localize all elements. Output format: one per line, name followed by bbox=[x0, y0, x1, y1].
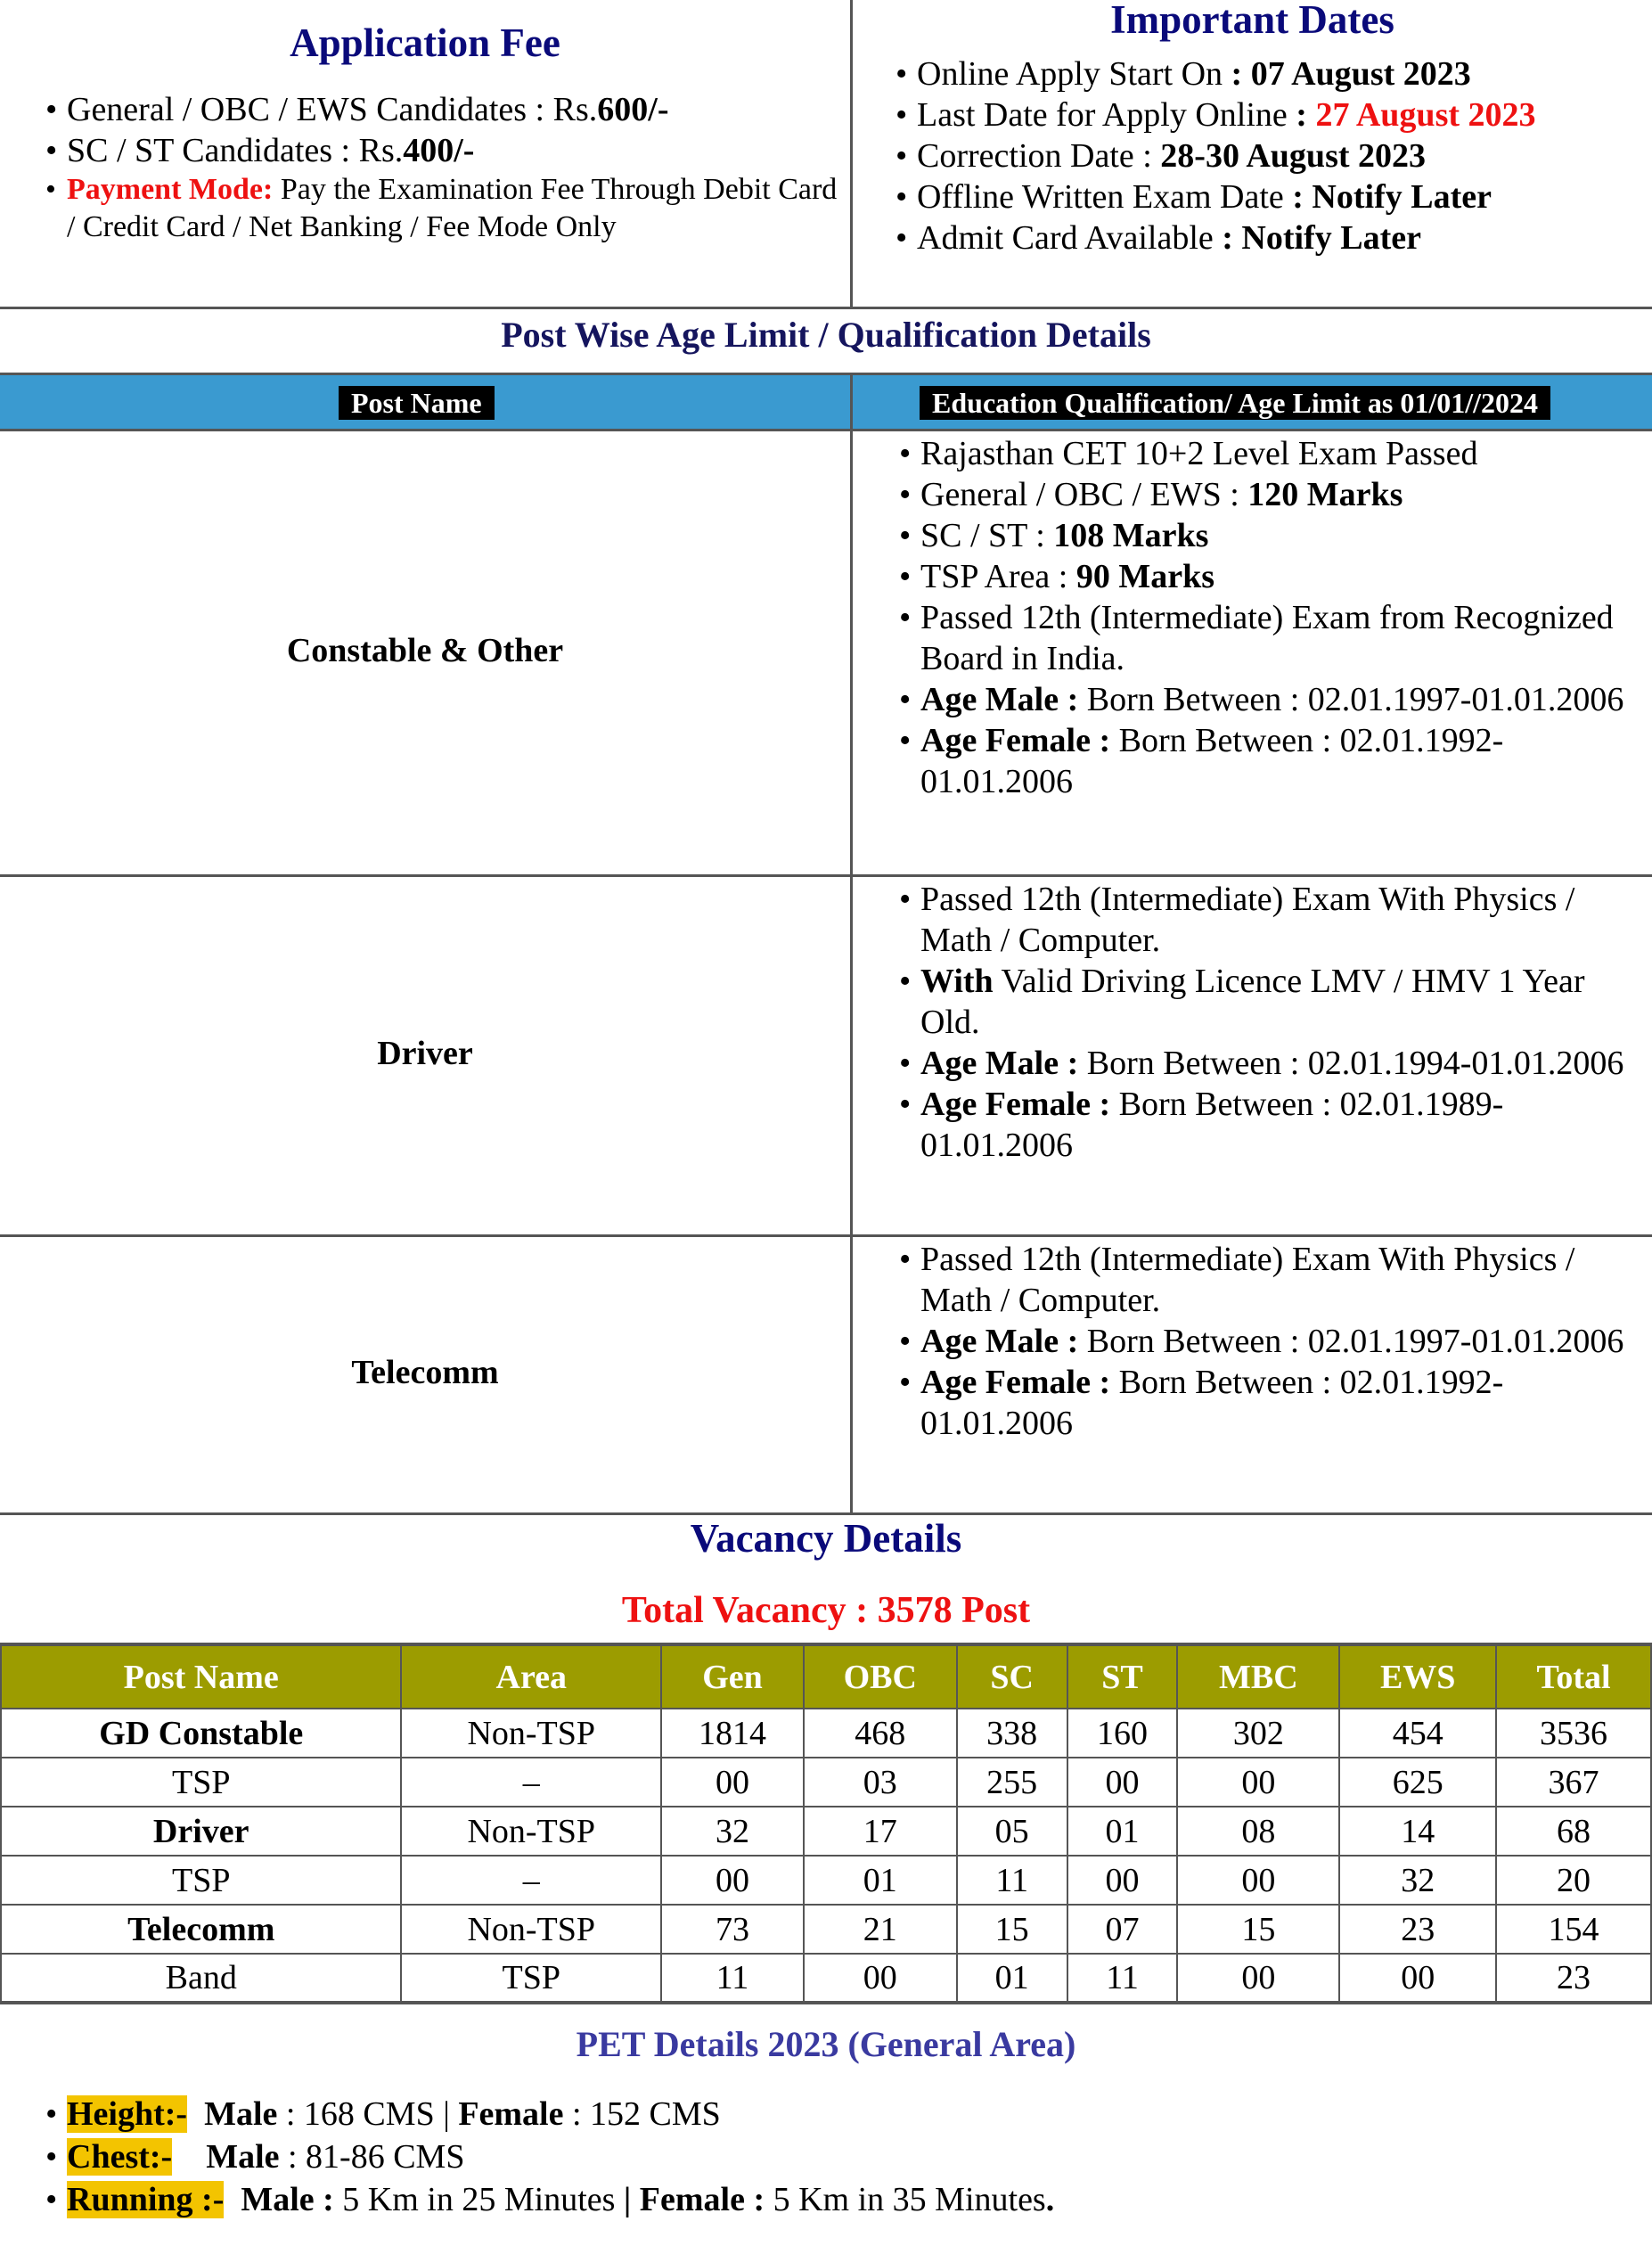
important-dates-panel bbox=[853, 0, 1652, 258]
column-header: OBC bbox=[804, 1644, 957, 1709]
table-cell: 14 bbox=[1339, 1807, 1496, 1856]
table-cell: 625 bbox=[1339, 1758, 1496, 1807]
column-header: SC bbox=[957, 1644, 1067, 1709]
pet-chest bbox=[40, 2135, 1054, 2178]
running-end: . bbox=[1045, 2181, 1055, 2218]
column-header: Total bbox=[1496, 1644, 1651, 1709]
pet-list bbox=[40, 2093, 1054, 2221]
vacancy-title: Vacancy Details bbox=[690, 1516, 962, 1561]
fee-general bbox=[40, 89, 850, 130]
table-row bbox=[1, 1709, 1651, 1758]
item-text: Born Between : 02.01.1989-01.01.2006 bbox=[920, 1086, 1504, 1164]
item-text: Valid Driving Licence LMV / HMV 1 Year Old. bbox=[920, 963, 1585, 1041]
item-text: Born Between : 02.01.1997-01.01.2006 bbox=[1078, 1323, 1624, 1360]
item-text: Born Between : 02.01.1992-01.01.2006 bbox=[920, 722, 1504, 800]
item-text: Passed 12th (Intermediate) Exam With Physics / Math / Computer. bbox=[920, 1241, 1575, 1319]
date-item-last-date bbox=[890, 94, 1652, 135]
table-cell: 00 bbox=[804, 1954, 957, 2003]
table-cell: 160 bbox=[1067, 1709, 1178, 1758]
post-name: Constable & Other bbox=[286, 632, 564, 669]
table-cell: – bbox=[401, 1856, 661, 1905]
table-cell: 23 bbox=[1496, 1954, 1651, 2003]
date-label: Correction Date : bbox=[917, 137, 1161, 175]
table-cell-post: TSP bbox=[1, 1758, 401, 1807]
date-label: Admit Card Available bbox=[917, 219, 1223, 257]
fee-scst-label: SC / ST Candidates : Rs. bbox=[67, 132, 404, 169]
table-row bbox=[1, 1807, 1651, 1856]
list-item bbox=[894, 1043, 1652, 1084]
table-cell: 00 bbox=[661, 1856, 804, 1905]
running-female-label: | Female : bbox=[623, 2181, 765, 2218]
table-cell: 302 bbox=[1177, 1709, 1339, 1758]
item-lead: With bbox=[920, 963, 994, 1000]
important-dates-title: Important Dates bbox=[1110, 0, 1394, 42]
chest-male-label: Male bbox=[206, 2138, 280, 2176]
column-header: MBC bbox=[1177, 1644, 1339, 1709]
table-cell: 07 bbox=[1067, 1905, 1178, 1954]
application-fee-panel bbox=[0, 0, 850, 246]
qualification-header bbox=[0, 373, 1652, 431]
running-female-value: 5 Km in 35 Minutes bbox=[765, 2181, 1046, 2218]
table-cell: 454 bbox=[1339, 1709, 1496, 1758]
column-header: EWS bbox=[1339, 1644, 1496, 1709]
qualification-row-telecomm bbox=[0, 1237, 1652, 1515]
list-item bbox=[894, 515, 1652, 556]
table-cell: Non-TSP bbox=[401, 1709, 661, 1758]
table-cell: – bbox=[401, 1758, 661, 1807]
application-fee-title: Application Fee bbox=[290, 20, 560, 65]
header-divider bbox=[850, 375, 853, 434]
table-cell: 338 bbox=[957, 1709, 1067, 1758]
height-male-label: Male bbox=[204, 2095, 278, 2133]
table-cell: 468 bbox=[804, 1709, 957, 1758]
pet-title: PET Details 2023 (General Area) bbox=[576, 2024, 1076, 2064]
table-cell: 15 bbox=[1177, 1905, 1339, 1954]
date-item-admit-card bbox=[890, 217, 1652, 258]
fee-list bbox=[0, 89, 850, 246]
item-text: Passed 12th (Intermediate) Exam from Recognized Board in India. bbox=[920, 599, 1614, 677]
row-divider bbox=[850, 431, 853, 874]
table-cell: Non-TSP bbox=[401, 1905, 661, 1954]
table-cell: 03 bbox=[804, 1758, 957, 1807]
fee-payment-mode bbox=[40, 171, 850, 246]
item-text: TSP Area : bbox=[920, 558, 1076, 595]
item-text: Born Between : 02.01.1994-01.01.2006 bbox=[1078, 1045, 1624, 1082]
fee-general-label: General / OBC / EWS Candidates : Rs. bbox=[67, 91, 598, 128]
date-item-exam bbox=[890, 176, 1652, 217]
table-cell: 20 bbox=[1496, 1856, 1651, 1905]
table-cell: 68 bbox=[1496, 1807, 1651, 1856]
date-value: 27 August 2023 bbox=[1315, 96, 1536, 134]
fee-general-amount: 600/- bbox=[597, 91, 669, 128]
table-cell-post: Band bbox=[1, 1954, 401, 2003]
payment-mode-label: Payment Mode: bbox=[67, 173, 274, 206]
list-item bbox=[894, 1362, 1652, 1444]
table-cell-post: TSP bbox=[1, 1856, 401, 1905]
item-lead: Age Male : bbox=[920, 1323, 1079, 1360]
fee-dates-section bbox=[0, 0, 1652, 309]
table-cell: 11 bbox=[1067, 1954, 1178, 2003]
table-cell: 154 bbox=[1496, 1905, 1651, 1954]
list-item bbox=[894, 679, 1652, 720]
vacancy-table bbox=[0, 1643, 1652, 2004]
table-cell: 255 bbox=[957, 1758, 1067, 1807]
table-cell: 73 bbox=[661, 1905, 804, 1954]
post-name: Telecomm bbox=[351, 1354, 499, 1391]
table-cell: 08 bbox=[1177, 1807, 1339, 1856]
date-item-apply-start bbox=[890, 53, 1652, 94]
table-row bbox=[1, 1954, 1651, 2003]
running-male-value: 5 Km in 25 Minutes bbox=[333, 2181, 624, 2218]
table-cell: 3536 bbox=[1496, 1709, 1651, 1758]
list-item bbox=[894, 1239, 1652, 1321]
table-cell: 15 bbox=[957, 1905, 1067, 1954]
table-cell: 00 bbox=[1177, 1954, 1339, 2003]
qualification-list bbox=[894, 1239, 1652, 1444]
qualification-title: Post Wise Age Limit / Qualification Details bbox=[501, 315, 1151, 355]
qualification-row-driver bbox=[0, 877, 1652, 1237]
table-cell: 00 bbox=[1177, 1856, 1339, 1905]
table-row bbox=[1, 1758, 1651, 1807]
chest-label: Chest:- bbox=[67, 2138, 173, 2176]
table-cell: 01 bbox=[804, 1856, 957, 1905]
height-female-label: Female bbox=[458, 2095, 564, 2133]
table-cell-post: Driver bbox=[1, 1807, 401, 1856]
list-item bbox=[894, 720, 1652, 802]
qualification-row-constable bbox=[0, 431, 1652, 877]
table-cell: 00 bbox=[1067, 1758, 1178, 1807]
date-separator: : bbox=[1296, 96, 1316, 134]
column-header: ST bbox=[1067, 1644, 1178, 1709]
list-item bbox=[894, 1321, 1652, 1362]
fee-scst-amount: 400/- bbox=[403, 132, 475, 169]
date-value: : Notify Later bbox=[1222, 219, 1421, 257]
date-value: : 07 August 2023 bbox=[1231, 55, 1471, 93]
dates-list bbox=[853, 53, 1652, 258]
chest-male-value: : 81-86 CMS bbox=[279, 2138, 465, 2176]
table-cell: 05 bbox=[957, 1807, 1067, 1856]
column-header: Area bbox=[401, 1644, 661, 1709]
table-cell: 11 bbox=[661, 1954, 804, 2003]
column-header: Post Name bbox=[1, 1644, 401, 1709]
date-label: Offline Written Exam Date bbox=[917, 178, 1293, 216]
table-cell: TSP bbox=[401, 1954, 661, 2003]
item-text: General / OBC / EWS : bbox=[920, 476, 1248, 513]
table-cell: 00 bbox=[1177, 1758, 1339, 1807]
item-lead: Age Female : bbox=[920, 1086, 1111, 1123]
item-text: Born Between : 02.01.1997-01.01.2006 bbox=[1078, 681, 1624, 718]
list-item bbox=[894, 433, 1652, 474]
table-row bbox=[1, 1856, 1651, 1905]
total-vacancy: Total Vacancy : 3578 Post bbox=[621, 1590, 1031, 1631]
date-label: Online Apply Start On bbox=[917, 55, 1231, 93]
table-cell: 32 bbox=[1339, 1856, 1496, 1905]
post-name: Driver bbox=[377, 1035, 473, 1072]
table-cell: 21 bbox=[804, 1905, 957, 1954]
fee-scst bbox=[40, 130, 850, 171]
date-item-correction bbox=[890, 135, 1652, 176]
list-item bbox=[894, 597, 1652, 679]
table-cell: 00 bbox=[1067, 1856, 1178, 1905]
payment-mode-text: Pay the Examination Fee Through Debit Card / Credit Card / Net Banking / Fee Mode Only bbox=[67, 173, 838, 243]
item-text: Rajasthan CET 10+2 Level Exam Passed bbox=[920, 435, 1478, 472]
table-cell: 367 bbox=[1496, 1758, 1651, 1807]
header-education: Education Qualification/ Age Limit as 01/01//2024 bbox=[920, 386, 1550, 420]
list-item bbox=[894, 556, 1652, 597]
table-cell: 01 bbox=[957, 1954, 1067, 2003]
column-header: Gen bbox=[661, 1644, 804, 1709]
item-text: SC / ST : bbox=[920, 517, 1054, 554]
pet-running bbox=[40, 2178, 1054, 2221]
item-bold: 108 Marks bbox=[1053, 517, 1209, 554]
qualification-list bbox=[894, 879, 1652, 1166]
table-cell: 00 bbox=[661, 1758, 804, 1807]
table-header-row bbox=[1, 1644, 1651, 1709]
table-cell: 32 bbox=[661, 1807, 804, 1856]
table-cell: 23 bbox=[1339, 1905, 1496, 1954]
table-cell: 00 bbox=[1339, 1954, 1496, 2003]
table-cell-post: GD Constable bbox=[1, 1709, 401, 1758]
table-row bbox=[1, 1905, 1651, 1954]
pet-height bbox=[40, 2093, 1054, 2135]
item-bold: 90 Marks bbox=[1075, 558, 1215, 595]
date-label: Last Date for Apply Online bbox=[917, 96, 1296, 134]
item-text: Passed 12th (Intermediate) Exam With Physics / Math / Computer. bbox=[920, 881, 1575, 959]
header-post-name: Post Name bbox=[339, 386, 495, 420]
item-lead: Age Male : bbox=[920, 1045, 1079, 1082]
running-label: Running :- bbox=[67, 2181, 225, 2218]
list-item bbox=[894, 879, 1652, 961]
item-lead: Age Female : bbox=[920, 722, 1111, 759]
list-item bbox=[894, 474, 1652, 515]
row-divider bbox=[850, 1237, 853, 1512]
item-bold: 120 Marks bbox=[1247, 476, 1403, 513]
table-cell: 17 bbox=[804, 1807, 957, 1856]
table-cell: 01 bbox=[1067, 1807, 1178, 1856]
item-lead: Age Female : bbox=[920, 1364, 1111, 1401]
item-text: Born Between : 02.01.1992-01.01.2006 bbox=[920, 1364, 1504, 1442]
date-value: : Notify Later bbox=[1292, 178, 1492, 216]
running-male-label: Male : bbox=[241, 2181, 334, 2218]
list-item bbox=[894, 961, 1652, 1043]
qualification-list bbox=[894, 433, 1652, 802]
table-cell: 1814 bbox=[661, 1709, 804, 1758]
date-value: 28-30 August 2023 bbox=[1160, 137, 1427, 175]
height-female-value: : 152 CMS bbox=[563, 2095, 721, 2133]
table-cell-post: Telecomm bbox=[1, 1905, 401, 1954]
list-item bbox=[894, 1084, 1652, 1166]
height-label: Height:- bbox=[67, 2095, 188, 2133]
item-lead: Age Male : bbox=[920, 681, 1079, 718]
table-cell: 11 bbox=[957, 1856, 1067, 1905]
height-male-value: : 168 CMS | bbox=[277, 2095, 459, 2133]
table-cell: Non-TSP bbox=[401, 1807, 661, 1856]
row-divider bbox=[850, 877, 853, 1234]
